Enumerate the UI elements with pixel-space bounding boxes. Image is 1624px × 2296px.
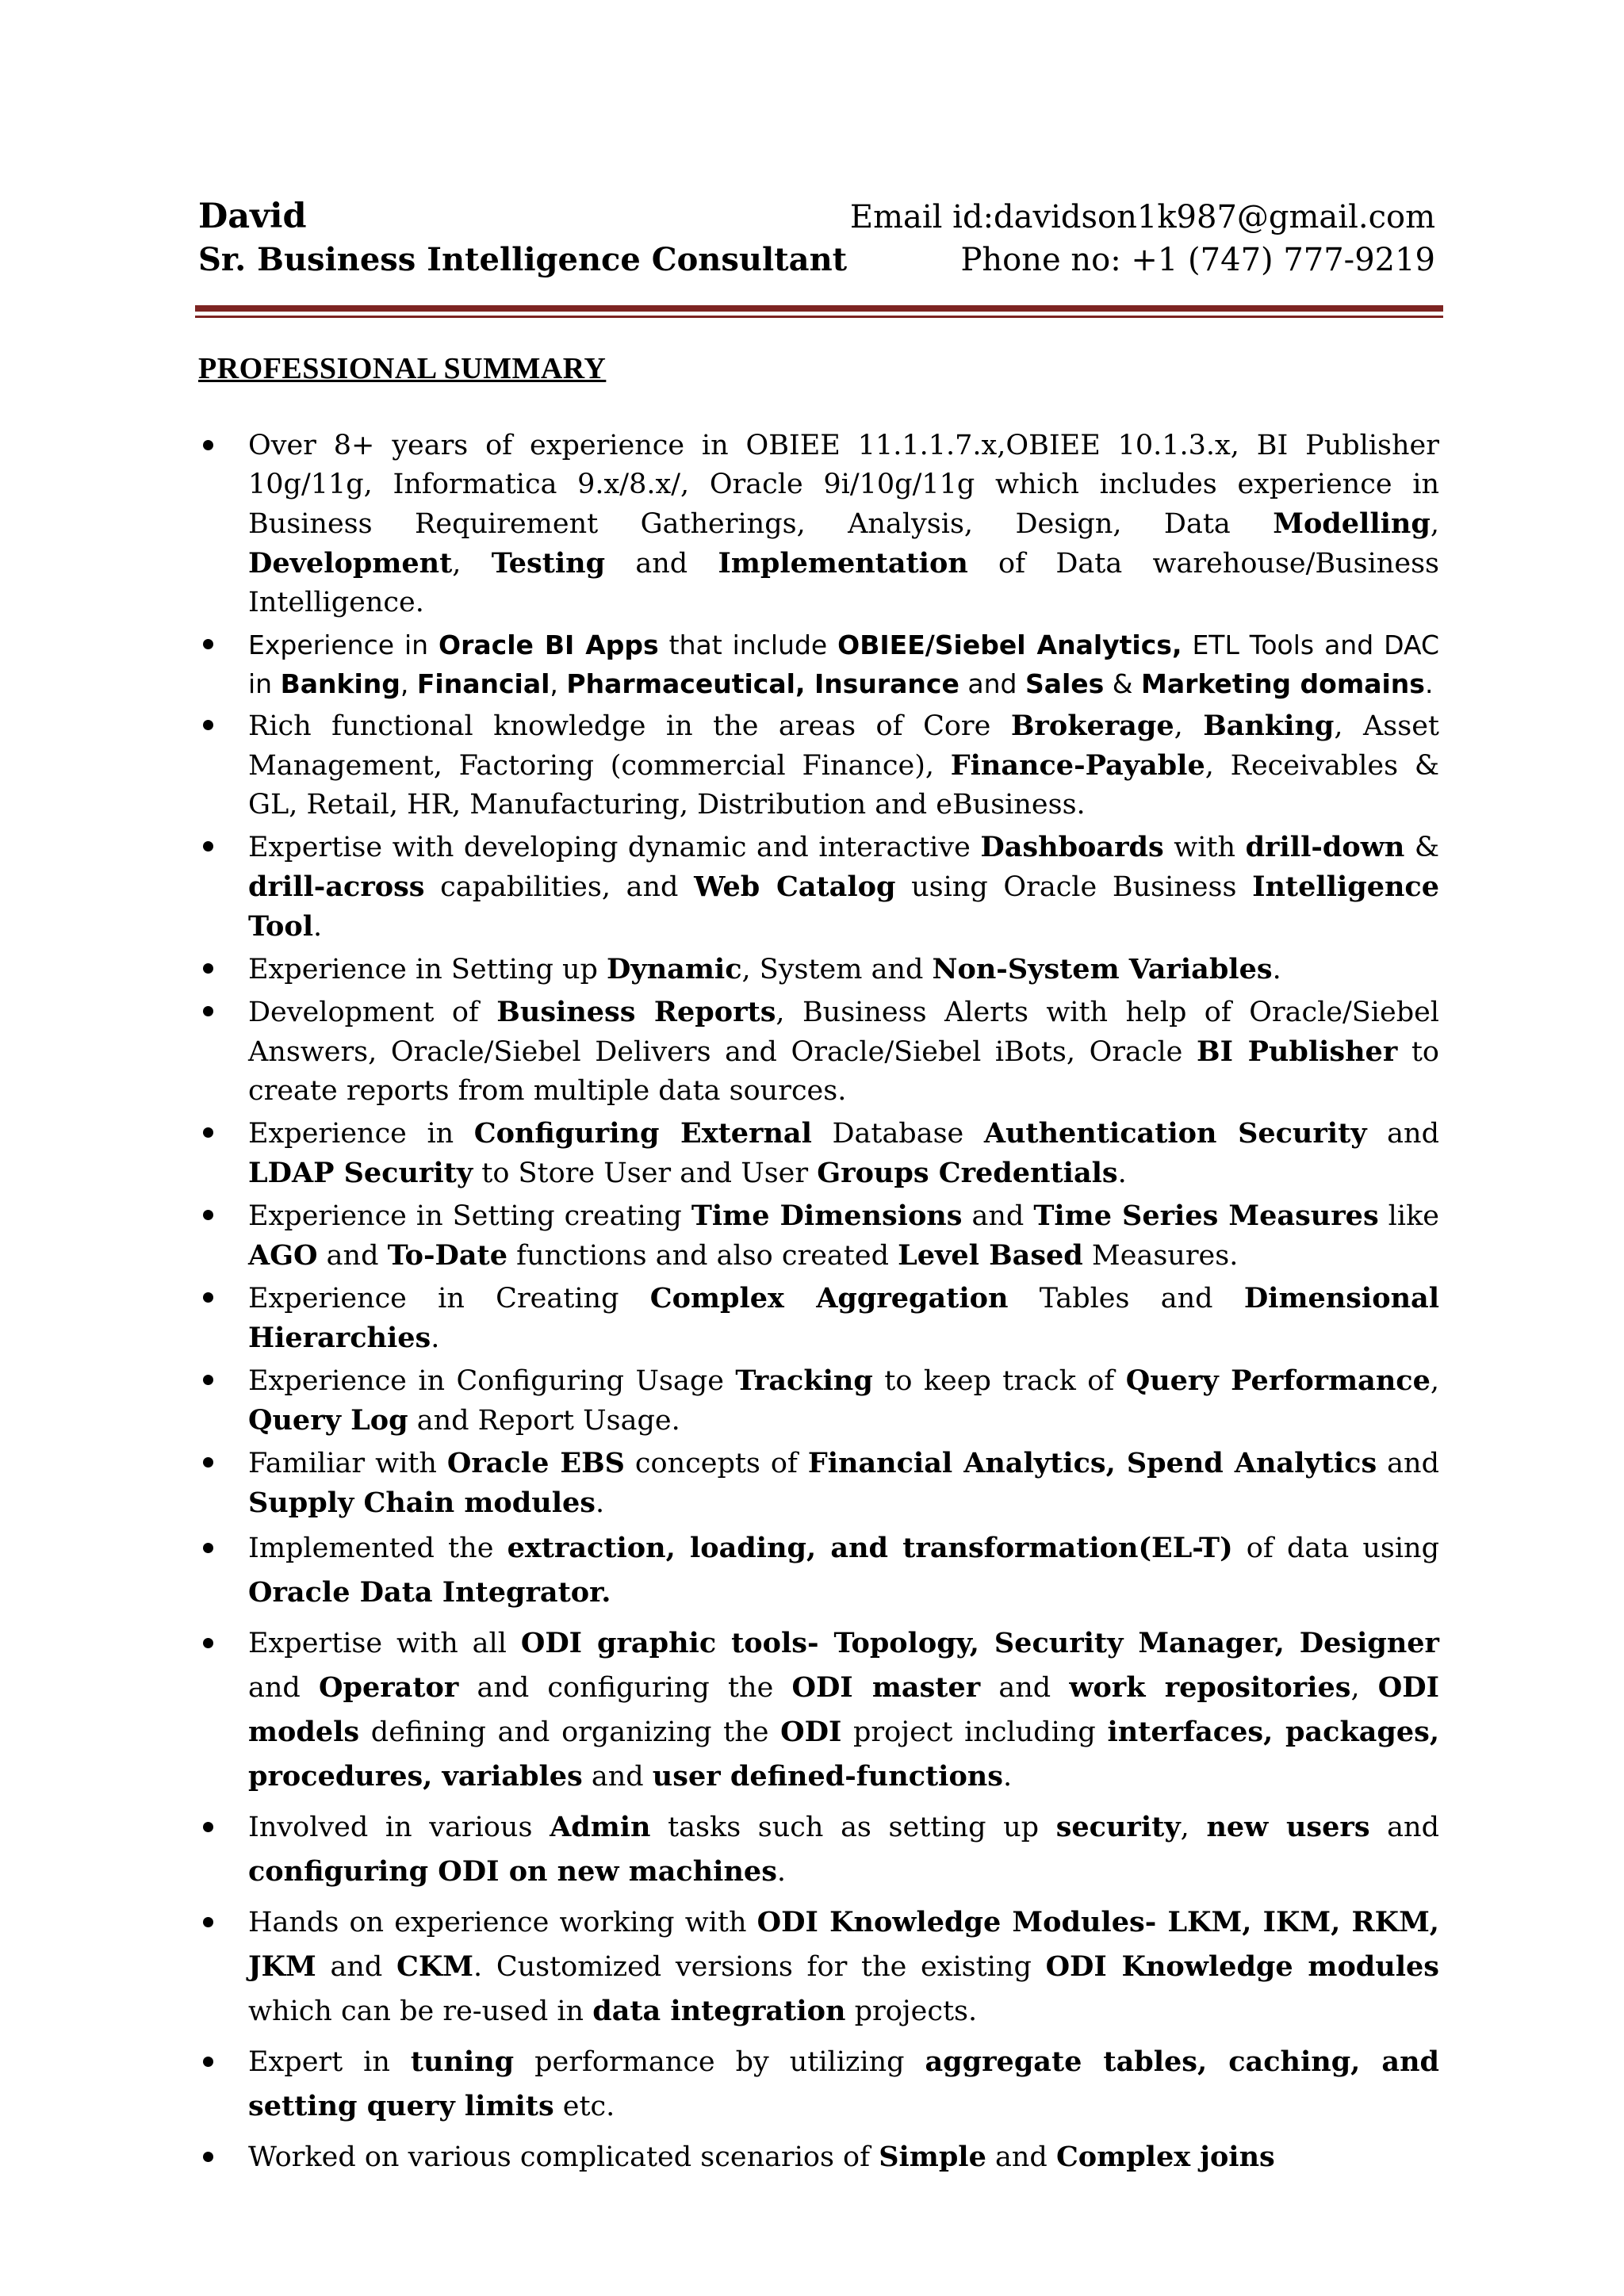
job-title: Sr. Business Intelligence Consultant [198, 241, 848, 278]
bullet-emphasis: Testing [491, 547, 606, 580]
bullet-emphasis: ODI [780, 1716, 842, 1748]
bullet-emphasis: Admin [550, 1811, 651, 1843]
bullet-emphasis: Finance-Payable [950, 749, 1205, 782]
summary-bullet [198, 427, 1439, 622]
bullet-text: , [1350, 1672, 1378, 1704]
bullet-text: Measures. [1082, 1240, 1239, 1272]
summary-bullet [198, 706, 1439, 825]
bullet-emphasis: Intelligence Tool [248, 871, 1440, 943]
summary-bullet [198, 1526, 1439, 1615]
bullet-emphasis: Development [248, 547, 453, 580]
bullet-text: and configuring the [458, 1672, 792, 1704]
bullet-emphasis: security [1055, 1811, 1181, 1843]
bullet-text: , [550, 668, 567, 699]
header-divider-thick [195, 305, 1443, 312]
bullet-emphasis: Oracle EBS [446, 1447, 625, 1479]
bullet-text: and [1369, 1812, 1439, 1843]
bullet-emphasis: data integration [592, 1995, 846, 2027]
bullet-emphasis: Business Reports [496, 996, 776, 1028]
bullet-text: . [1424, 668, 1434, 699]
bullet-emphasis: Dimensional Hierarchies [248, 1282, 1439, 1354]
bullet-text: and [248, 1672, 319, 1704]
bullet-text: to Store User and User [473, 1158, 818, 1189]
bullet-emphasis: Level Based [898, 1239, 1083, 1272]
bullet-emphasis: Marketing domains [1141, 668, 1425, 699]
bullet-text: Experience in Creating [248, 1283, 650, 1314]
summary-bullet [198, 1114, 1439, 1193]
bullet-emphasis: aggregate tables, caching, and setting query limits [248, 2045, 1439, 2122]
header-row-1 [198, 197, 1435, 241]
bullet-emphasis: Complex joins [1055, 2141, 1275, 2173]
bullet-dot-icon [203, 1006, 213, 1016]
bullet-text: Involved in various [248, 1812, 550, 1843]
bullet-text: to create reports from multiple data sources. [248, 1036, 1439, 1107]
bullet-dot-icon [203, 1638, 213, 1648]
bullet-emphasis: Sales [1025, 668, 1105, 699]
summary-bullet [198, 1621, 1439, 1799]
bullet-text: . [776, 1856, 787, 1888]
bullet-emphasis: CKM [396, 1950, 473, 1983]
bullet-text: Implemented the [248, 1533, 508, 1564]
bullet-text: project including [841, 1716, 1108, 1748]
bullet-text: and [986, 2141, 1056, 2173]
bullet-dot-icon [203, 1457, 213, 1468]
section-title-professional-summary: PROFESSIONAL SUMMARY [198, 352, 607, 385]
bullet-text: Familiar with [248, 1448, 447, 1479]
bullet-emphasis: Brokerage [1010, 710, 1174, 742]
bullet-text: concepts of [624, 1448, 808, 1479]
bullet-text: Experience in [248, 1118, 474, 1150]
bullet-text: Tables and [1008, 1283, 1244, 1314]
bullet-text: Over 8+ years of experience in OBIEE 11.1.1.7.x,OBIEE 10.1.3.x, BI Publisher 10g/11g, Informatica 9.x/8.x/, Oracle 9i/10g/11g which includes experience in Business Requirement Gatherings, Analysis, Design, Data [248, 430, 1439, 540]
header-divider-thin [195, 316, 1443, 318]
bullet-text: to keep track of [872, 1365, 1126, 1397]
bullet-text: . [595, 1487, 605, 1519]
bullet-text: of Data warehouse/Business Intelligence. [248, 548, 1439, 618]
bullet-text: defining and organizing the [359, 1716, 781, 1748]
email-line: Email id:davidson1k987@gmail.com [849, 199, 1435, 235]
candidate-name: David [198, 197, 307, 236]
bullet-emphasis: interfaces, packages, procedures, variables [248, 1716, 1440, 1793]
bullet-emphasis: Authentication Security [983, 1117, 1367, 1150]
bullet-text: Experience in Setting creating [248, 1200, 691, 1232]
bullet-emphasis: Complex Aggregation [649, 1282, 1009, 1314]
bullet-text: , System and [741, 954, 933, 985]
summary-bullet [198, 1900, 1439, 2034]
bullet-text: , [1174, 710, 1204, 742]
bullet-text: . Customized versions for the existing [473, 1951, 1046, 1983]
bullet-text: like [1378, 1200, 1439, 1232]
bullet-emphasis: work repositories [1069, 1671, 1351, 1704]
bullet-emphasis: Non-System Variables [932, 953, 1273, 985]
bullet-text: , Asset Management, Factoring (commercial Finance), [248, 710, 1439, 782]
summary-bullet [198, 2040, 1439, 2129]
bullet-emphasis: ODI models [248, 1671, 1439, 1748]
bullet-emphasis: AGO [248, 1239, 318, 1272]
bullet-dot-icon [203, 1292, 213, 1303]
bullet-emphasis: Simple [879, 2141, 986, 2173]
bullet-text: & [1404, 832, 1440, 863]
bullet-text: Hands on experience working with [248, 1907, 757, 1938]
bullet-text: and [962, 1200, 1034, 1232]
bullet-emphasis: Financial Analytics, Spend Analytics [807, 1447, 1377, 1479]
bullet-emphasis: ODI master [791, 1671, 981, 1704]
summary-bullet [198, 1279, 1439, 1358]
bullet-emphasis: Query Performance [1125, 1364, 1431, 1397]
bullet-text: . [1117, 1158, 1127, 1189]
summary-bullet [198, 993, 1439, 1111]
bullet-emphasis: Tracking [735, 1364, 873, 1397]
bullet-text: which can be re-used in [248, 1996, 593, 2027]
bullet-dot-icon [203, 1127, 213, 1138]
bullet-text: and Report Usage. [408, 1405, 680, 1437]
bullet-text: etc. [553, 2091, 615, 2122]
bullet-emphasis: Financial [416, 668, 550, 699]
bullet-dot-icon [203, 2057, 213, 2067]
bullet-emphasis: Implementation [718, 547, 968, 580]
bullet-dot-icon [203, 1210, 213, 1220]
bullet-emphasis: Time Dimensions [691, 1200, 963, 1232]
bullet-text: Expertise with all [248, 1628, 521, 1659]
bullet-emphasis: Groups Credentials [817, 1157, 1118, 1189]
bullet-text: Experience in [248, 629, 439, 660]
bullet-text: tasks such as setting up [650, 1812, 1056, 1843]
bullet-text: . [1002, 1761, 1013, 1793]
summary-bullet [198, 1361, 1439, 1441]
bullet-emphasis: Modelling [1273, 507, 1431, 540]
bullet-emphasis: Supply Chain modules [248, 1487, 596, 1519]
bullet-dot-icon [203, 440, 213, 450]
bullet-dot-icon [203, 1917, 213, 1927]
bullet-text: Worked on various complicated scenarios of [248, 2141, 879, 2173]
bullet-emphasis: Oracle Data Integrator. [248, 1576, 611, 1609]
bullet-emphasis: Oracle BI Apps [439, 629, 659, 660]
resume-header [198, 197, 1435, 285]
bullet-emphasis: Banking [1203, 710, 1335, 742]
bullet-text: and [316, 1951, 396, 1983]
bullet-text: Rich functional knowledge in the areas of Core [248, 710, 1011, 742]
bullet-text: and [317, 1240, 388, 1272]
summary-bullet [198, 1444, 1439, 1523]
bullet-dot-icon [203, 963, 213, 974]
bullet-emphasis: Configuring External [473, 1117, 812, 1150]
bullet-text: , Business Alerts with help of Oracle/Siebel Answers, Oracle/Siebel Delivers and Oracle/Siebel iBots, Oracle [248, 997, 1439, 1068]
bullet-emphasis: Dynamic [607, 953, 742, 985]
bullet-emphasis: drill-down [1245, 831, 1405, 863]
bullet-emphasis: tuning [410, 2045, 515, 2078]
bullet-dot-icon [203, 720, 213, 730]
bullet-emphasis: drill-across [248, 871, 425, 903]
bullet-text: & [1104, 668, 1142, 699]
bullet-dot-icon [203, 1375, 213, 1385]
bullet-emphasis: Time Series Measures [1033, 1200, 1379, 1232]
bullet-dot-icon [203, 639, 213, 649]
bullet-emphasis: LDAP Security [248, 1157, 473, 1189]
bullet-dot-icon [203, 841, 213, 851]
bullet-text: performance by utilizing [514, 2046, 925, 2078]
bullet-emphasis: Dashboards [980, 831, 1164, 863]
bullet-text: Expert in [248, 2046, 411, 2078]
bullet-emphasis: ODI Knowledge Modules- LKM, IKM, RKM, JKM [248, 1906, 1439, 1983]
bullet-emphasis: Banking [280, 668, 400, 699]
bullet-text: and [1377, 1448, 1439, 1479]
bullet-emphasis: Web Catalog [694, 871, 896, 903]
bullet-emphasis: To-Date [387, 1239, 508, 1272]
bullet-text: and [959, 668, 1025, 699]
summary-bullet [198, 1196, 1439, 1276]
bullet-text: ETL Tools and DAC in [248, 629, 1439, 699]
bullet-text: and [1366, 1118, 1439, 1150]
bullet-emphasis: Pharmaceutical, Insurance [566, 668, 959, 699]
bullet-text: using Oracle Business [895, 871, 1253, 903]
bullet-text: . [1272, 954, 1281, 985]
bullet-emphasis: new users [1206, 1811, 1370, 1843]
bullet-text: of data using [1232, 1533, 1439, 1564]
bullet-emphasis: configuring ODI on new machines [248, 1855, 777, 1888]
bullet-text: Database [811, 1118, 984, 1150]
summary-bullet [198, 1805, 1439, 1894]
summary-bullet [198, 828, 1439, 947]
bullet-text: and [980, 1672, 1070, 1704]
bullet-text: and [582, 1761, 653, 1793]
bullet-text: Experience in Configuring Usage [248, 1365, 736, 1397]
bullet-text: functions and also created [508, 1240, 898, 1272]
phone-line: Phone no: +1 (747) 777-9219 [960, 242, 1435, 278]
bullet-text: Development of [248, 997, 497, 1028]
bullet-emphasis: Operator [318, 1671, 459, 1704]
bullet-text: . [313, 911, 323, 943]
summary-bullet [198, 626, 1439, 703]
bullet-dot-icon [203, 1543, 213, 1553]
bullet-text: , [1430, 508, 1439, 540]
bullet-emphasis: ODI graphic tools- Topology, Security Manager, Designer [520, 1627, 1439, 1659]
header-row-2 [198, 241, 1435, 285]
bullet-text: projects. [845, 1996, 978, 2027]
summary-bullet [198, 2135, 1439, 2179]
bullet-text: , [452, 548, 492, 580]
bullet-text: Expertise with developing dynamic and interactive [248, 832, 981, 863]
bullet-dot-icon [203, 1822, 213, 1832]
bullet-text: with [1163, 832, 1246, 863]
bullet-text: , Receivables & GL, Retail, HR, Manufacturing, Distribution and eBusiness. [248, 750, 1439, 821]
bullet-emphasis: BI Publisher [1196, 1035, 1398, 1068]
bullet-text: Experience in Setting up [248, 954, 607, 985]
bullet-text: , [1180, 1812, 1207, 1843]
bullet-text: and [605, 548, 718, 580]
bullet-text: capabilities, and [424, 871, 695, 903]
bullet-emphasis: extraction, loading, and transformation(EL-T) [507, 1532, 1233, 1564]
bullet-text: , [1430, 1365, 1439, 1397]
bullet-text: . [431, 1322, 440, 1354]
bullet-text: that include [658, 629, 838, 660]
summary-bullet [198, 950, 1439, 989]
bullet-text: , [400, 668, 417, 699]
bullet-emphasis: ODI Knowledge modules [1045, 1950, 1439, 1983]
bullet-emphasis: user defined-functions [652, 1760, 1003, 1793]
bullet-emphasis: OBIEE/Siebel Analytics, [837, 629, 1182, 660]
summary-bullet-list [198, 427, 1439, 2186]
bullet-emphasis: Query Log [248, 1404, 408, 1437]
bullet-dot-icon [203, 2152, 213, 2162]
